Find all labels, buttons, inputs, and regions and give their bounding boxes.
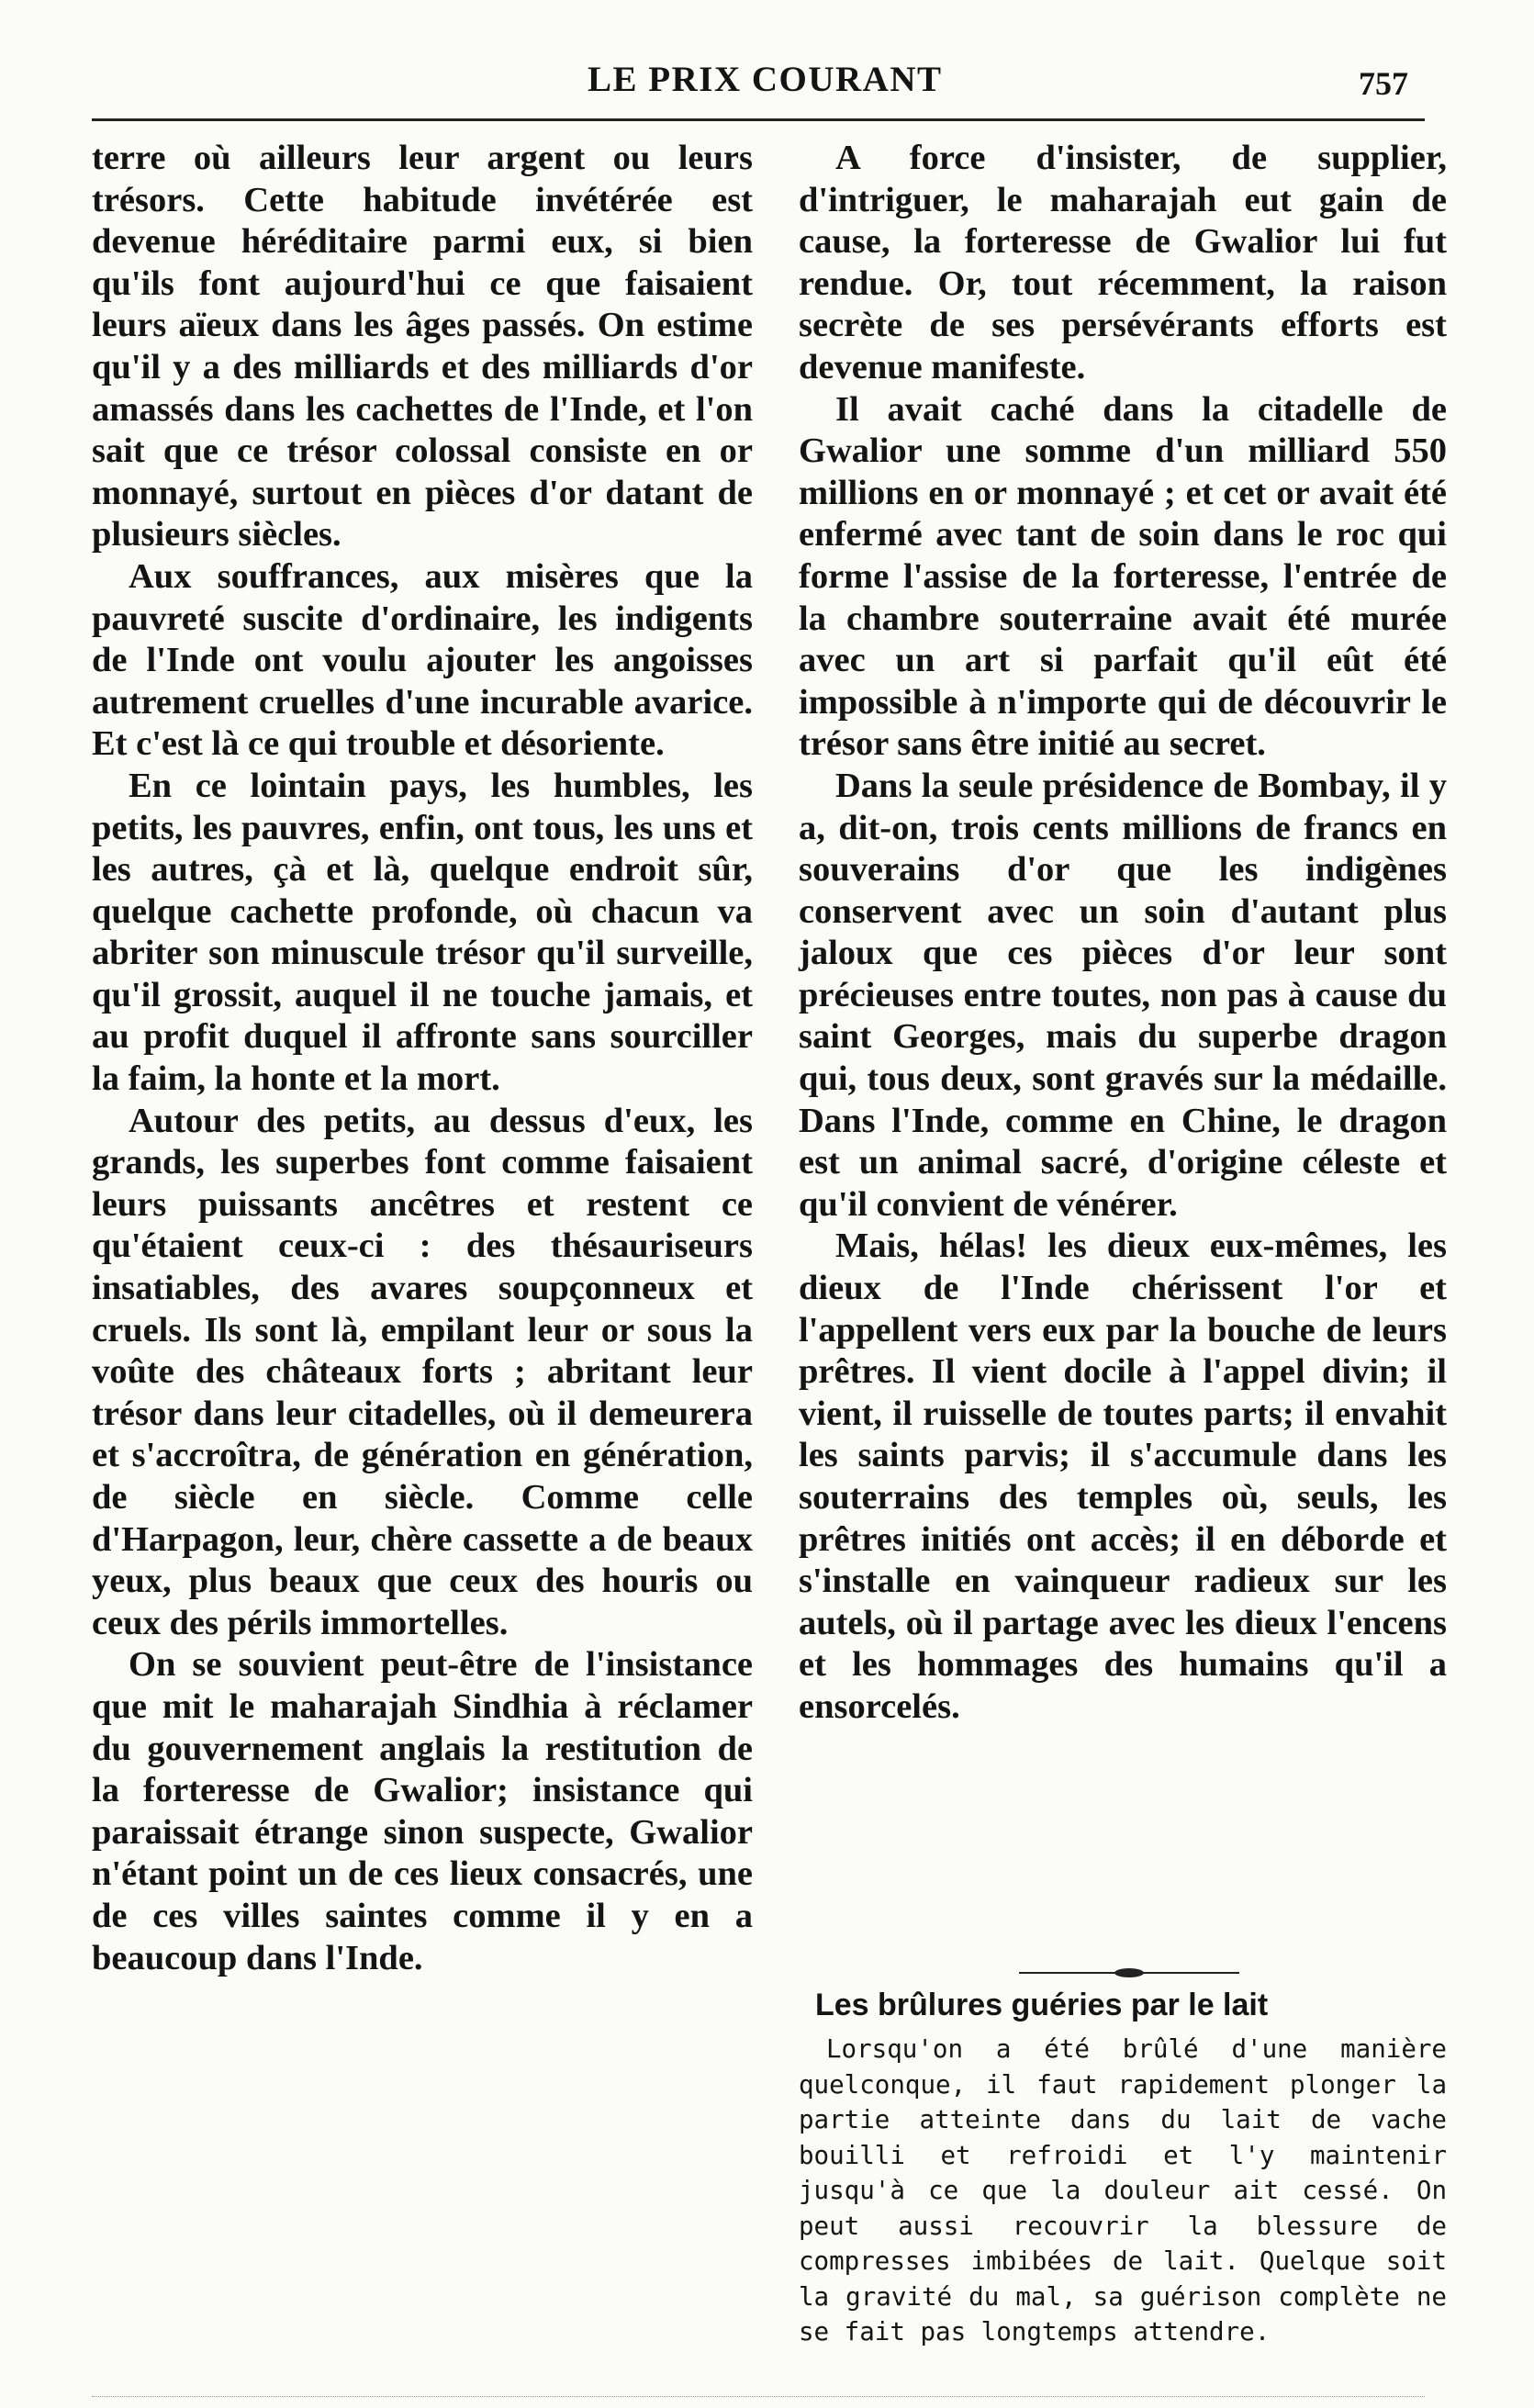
- left-column: [92, 138, 753, 1979]
- paragraph: On se souvient peut-être de l'insistance que mit le maharajah Sindhia à réclamer du gouvernement anglais la restitution de la forteresse de Gwalior; insistance qui paraissait étrange sinon suspecte, Gwalior n'étant point un de ces lieux consacrés, une de ces villes saintes comme il y en a beaucoup dans l'Inde.: [92, 1645, 753, 1977]
- running-title: LE PRIX COURANT: [588, 60, 943, 99]
- bottom-rule: [92, 2396, 1425, 2397]
- paragraph: Autour des petits, au dessus d'eux, les grands, les superbes font comme faisaient leurs puissants ancêtres et restent ce qu'étaient ceux-ci : des thésauriseurs insatiables, des avares soupçonneux et cruels. Ils sont là, empilant leur or sous la voûte des châteaux forts ; abritant leur trésor dans leur citadelles, où il demeurera et s'accroîtra, de génération en génération, de siècle en siècle. Comme celle d'Harpagon, leur, chère cassette a de beaux yeux, plus beaux que ceux des houris ou ceux des périls immortelles.: [92, 1101, 753, 1642]
- article-title: Les brûlures guéries par le lait: [815, 1988, 1269, 2022]
- header-rule: [92, 118, 1425, 121]
- section-separator: [1019, 1968, 1239, 1977]
- page-header: [92, 53, 1423, 108]
- paragraph: A force d'insister, de supplier, d'intriguer, le maharajah eut gain de cause, la forteresse de Gwalior lui fut rendue. Or, tout récemment, la raison secrète de ses persévérants efforts est devenue manifeste.: [799, 139, 1447, 386]
- page-number: 757: [1359, 65, 1408, 102]
- paragraph: Mais, hélas! les dieux eux-mêmes, les dieux de l'Inde chérissent l'or et l'appellent vers eux par la bouche de leurs prêtres. Il vient docile à l'appel divin; il vient, il ruisselle de toutes parts; il envahit les saints parvis; il s'accumule dans les souterrains des temples où, seuls, les prêtres initiés ont accès; il en déborde et s'installe en vainqueur radieux sur les autels, où il partage avec les dieux l'encens et les hommages des humains qu'il a ensorcelés.: [799, 1226, 1447, 1726]
- right-column: [799, 138, 1447, 1729]
- article-body: [799, 2032, 1447, 2350]
- paragraph: Il avait caché dans la citadelle de Gwalior une somme d'un milliard 550 millions en or monnayé ; et cet or avait été enfermé avec tant de soin dans le roc qui forme l'assise de la forteresse, l'entrée de la chambre souterraine avait été murée avec un art si parfait qu'il eût été impossible à n'importe qui de découvrir le trésor sans être initié au secret.: [799, 389, 1447, 764]
- paragraph: Aux souffrances, aux misères que la pauvreté suscite d'ordinaire, les indigents de l'Inde ont voulu ajouter les angoisses autrement cruelles d'une incurable avarice. Et c'est là ce qui trouble et désoriente.: [92, 556, 753, 764]
- paragraph: En ce lointain pays, les humbles, les petits, les pauvres, enfin, ont tous, les uns et les autres, çà et là, quelque endroit sûr, quelque cachette profonde, où chacun va abriter son minuscule trésor qu'il surveille, qu'il grossit, auquel il ne touche jamais, et au profit duquel il affronte sans sourciller la faim, la honte et la mort.: [92, 766, 753, 1099]
- paragraph: terre où ailleurs leur argent ou leurs trésors. Cette habitude invétérée est devenue héréditaire parmi eux, si bien qu'ils font aujourd'hui ce que faisaient leurs aïeux dans les âges passés. On estime qu'il y a des milliards et des milliards d'or amassés dans les cachettes de l'Inde, et l'on sait que ce trésor colossal consiste en or monnayé, surtout en pièces d'or datant de plusieurs siècles.: [92, 139, 753, 554]
- paragraph: Dans la seule présidence de Bombay, il y a, dit-on, trois cents millions de francs en souverains d'or que les indigènes conservent avec un soin d'autant plus jaloux que ces pièces d'or leur sont précieuses entre toutes, non pas à cause du saint Georges, mais du superbe dragon qui, tous deux, sont gravés sur la médaille. Dans l'Inde, comme en Chine, le dragon est un animal sacré, d'origine céleste et qu'il convient de vénérer.: [799, 766, 1447, 1224]
- paragraph: Lorsqu'on a été brûlé d'une manière quelconque, il faut rapidement plonger la partie atteinte dans du lait de vache bouilli et refroidi et l'y maintenir jusqu'à ce que la douleur ait cessé. On peut aussi recouvrir la blessure de compresses imbibées de lait. Quelque soit la gravité du mal, sa guérison complète ne se fait pas longtemps attendre.: [799, 2034, 1447, 2346]
